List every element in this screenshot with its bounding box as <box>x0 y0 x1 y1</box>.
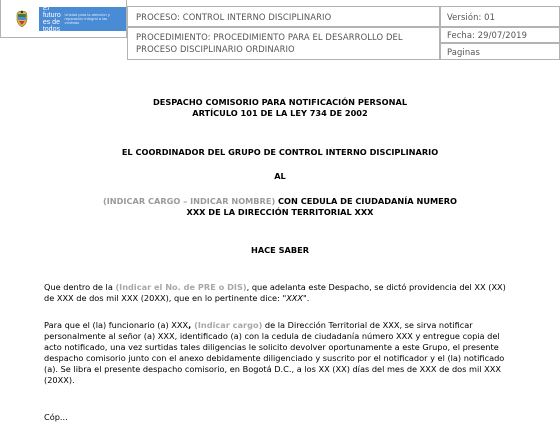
al-heading: AL <box>274 171 286 181</box>
title-line-2: ARTÍCULO 101 DE LA LEY 734 DE 2002 <box>192 108 368 118</box>
placeholder-cargo: (Indicar cargo) <box>191 320 263 330</box>
document-title <box>44 97 516 119</box>
cedula-line-2: XXX DE LA DIRECCIÓN TERRITORIAL XXX <box>186 207 374 217</box>
proceso-text: PROCESO: CONTROL INTERNO DISCIPLINARIO <box>136 11 332 22</box>
paragraph-2: Para que el (la) funcionario (a) XXX, (Indicar cargo) de la Dirección Territorial de XXX, se sirva notificar personalmente al señor (a) XXX, identificado (a) con la cedula de ciudadanía número XXX y entregue copia del acto notificado, una vez surtidas tales diligencias le solicito devolver oportunamente a este Grupo, el presente despacho comisorio junto con el anexo debidamente diligenciado y suscrito por el notificador y el (la) notificado (a). Se libra el presente despacho comisorio, en Bogotá D.C., a los XX (XX) días del mes de XXX de dos mil XXX (20XX). <box>44 320 505 385</box>
version-text: Versión: 01 <box>447 11 496 22</box>
logo-entity: Unidad para la atención y reparación integral a las víctimas <box>64 11 110 25</box>
fecha-cell <box>440 27 560 43</box>
fecha-text: Fecha: 29/07/2019 <box>447 30 528 40</box>
placeholder-pre-dis: (Indicar el No. de PRE o DIS) <box>115 282 247 292</box>
brand-logo <box>39 4 126 33</box>
version-cell <box>440 6 560 27</box>
document-header <box>0 0 560 60</box>
cedula-line-1: CON CEDULA DE CIUDADANÍA NUMERO <box>275 196 457 206</box>
proceso-cell <box>127 6 440 27</box>
logo-cell <box>0 0 127 38</box>
hace-saber-heading: HACE SABER <box>250 245 309 255</box>
logo-slogan: El futuro es de todos <box>42 4 61 33</box>
procedimiento-cell <box>127 27 440 60</box>
recipient-heading <box>44 196 516 218</box>
colombia-coat-of-arms-icon <box>15 10 29 28</box>
placeholder-cargo-nombre: (INDICAR CARGO – INDICAR NOMBRE) <box>103 196 276 206</box>
paragraph-1: Que dentro de la (Indicar el No. de PRE o DIS), que adelanta este Despacho, se dictó providencia del XX (XX) de XXX de dos mil XXX (20XX), que en lo pertinente dice: "XXX". <box>44 282 506 303</box>
paginas-text: Paginas <box>447 46 480 57</box>
procedimiento-text: PROCEDIMIENTO: PROCEDIMIENTO PARA EL DESARROLLO DEL PROCESO DISCIPLINARIO ORDINARIO <box>136 32 403 54</box>
paginas-cell <box>440 43 560 60</box>
quoted-text: "XXX" <box>282 293 307 303</box>
paragraph-3: Cóp... <box>44 412 68 422</box>
title-line-1: DESPACHO COMISORIO PARA NOTIFICACIÓN PERSONAL <box>152 97 408 107</box>
coordinator-heading: EL COORDINADOR DEL GRUPO DE CONTROL INTERNO DISCIPLINARIO <box>121 147 439 157</box>
